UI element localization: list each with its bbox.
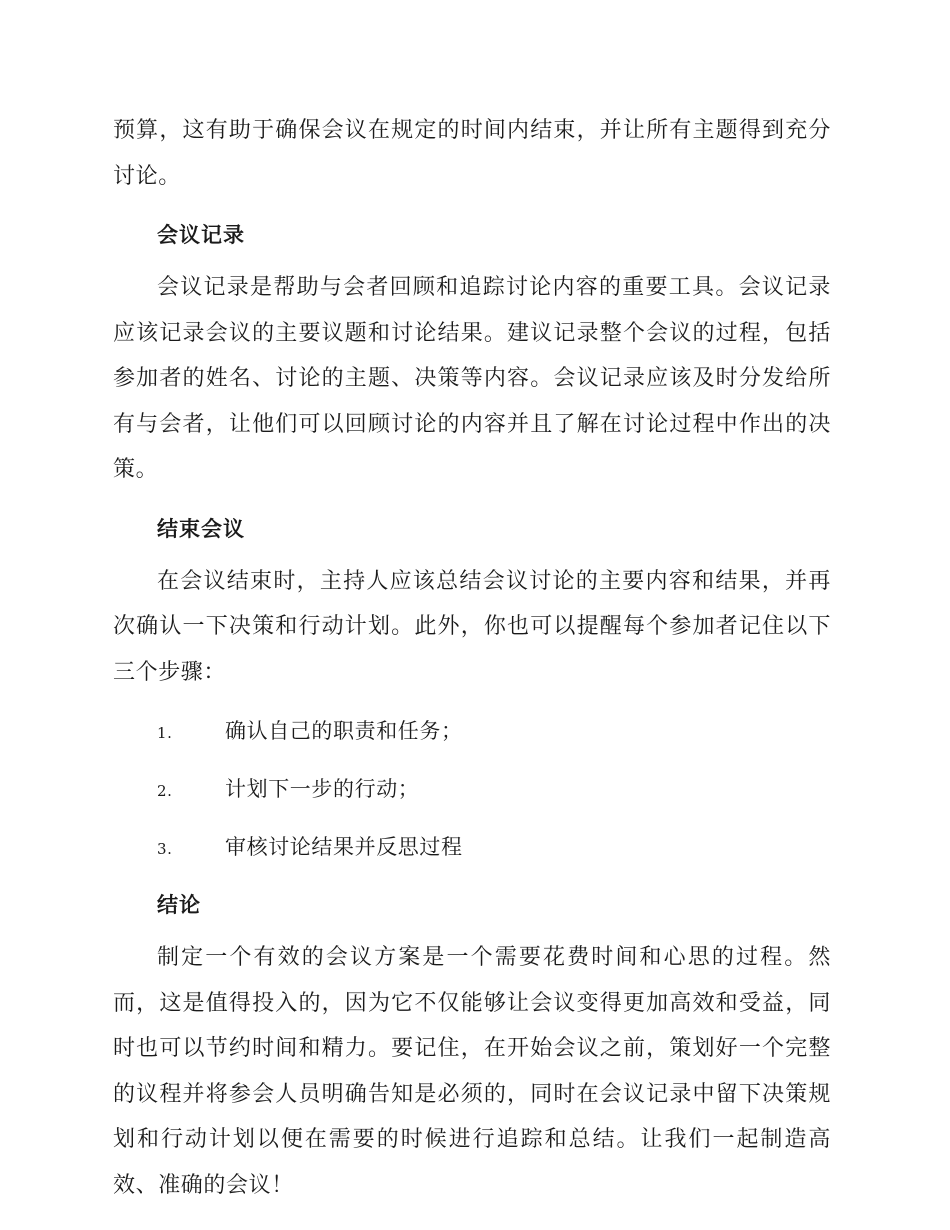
list-item-number: 3.: [157, 840, 173, 858]
steps-list: [113, 715, 831, 889]
intro-continuation-paragraph: 预算，这有助于确保会议在规定的时间内结束，并让所有主题得到充分讨论。: [113, 118, 831, 189]
conclusion-paragraph: 制定一个有效的会议方案是一个需要花费时间和心思的过程。然而，这是值得投入的，因为它不仅能够让会议变得更加高效和受益，同时也可以节约时间和精力。要记住，在开始会议之前，策划好一个完整的议程并将参会人员明确告知是必须的，同时在会议记录中留下决策规划和行动计划以便在需要的时候进行追踪和总结。让我们一起制造高效、准确的会议！: [113, 945, 831, 1198]
closing-meeting-paragraph: 在会议结束时，主持人应该总结会议讨论的主要内容和结果，并再次确认一下决策和行动计划。此外，你也可以提醒每个参加者记住以下三个步骤：: [113, 568, 831, 685]
list-item-number: 2.: [157, 782, 173, 800]
list-item-text: 确认自己的职责和任务；: [225, 719, 463, 743]
list-item-number: 1.: [157, 724, 173, 742]
list-item: [113, 831, 831, 889]
document-page: [113, 108, 831, 1208]
meeting-minutes-paragraph: 会议记录是帮助与会者回顾和追踪讨论内容的重要工具。会议记录应该记录会议的主要议题和讨论结果。建议记录整个会议的过程，包括参加者的姓名、讨论的主题、决策等内容。会议记录应该及时分发给所有与会者，让他们可以回顾讨论的内容并且了解在讨论过程中作出的决策。: [113, 275, 831, 482]
list-item-text: 审核讨论结果并反思过程: [225, 835, 463, 859]
list-item: [113, 773, 831, 831]
meeting-minutes-heading: 会议记录: [157, 223, 245, 247]
list-item: [113, 715, 831, 773]
list-item-text: 计划下一步的行动；: [225, 777, 420, 801]
closing-meeting-heading: 结束会议: [157, 516, 245, 541]
conclusion-heading: 结论: [157, 893, 201, 917]
